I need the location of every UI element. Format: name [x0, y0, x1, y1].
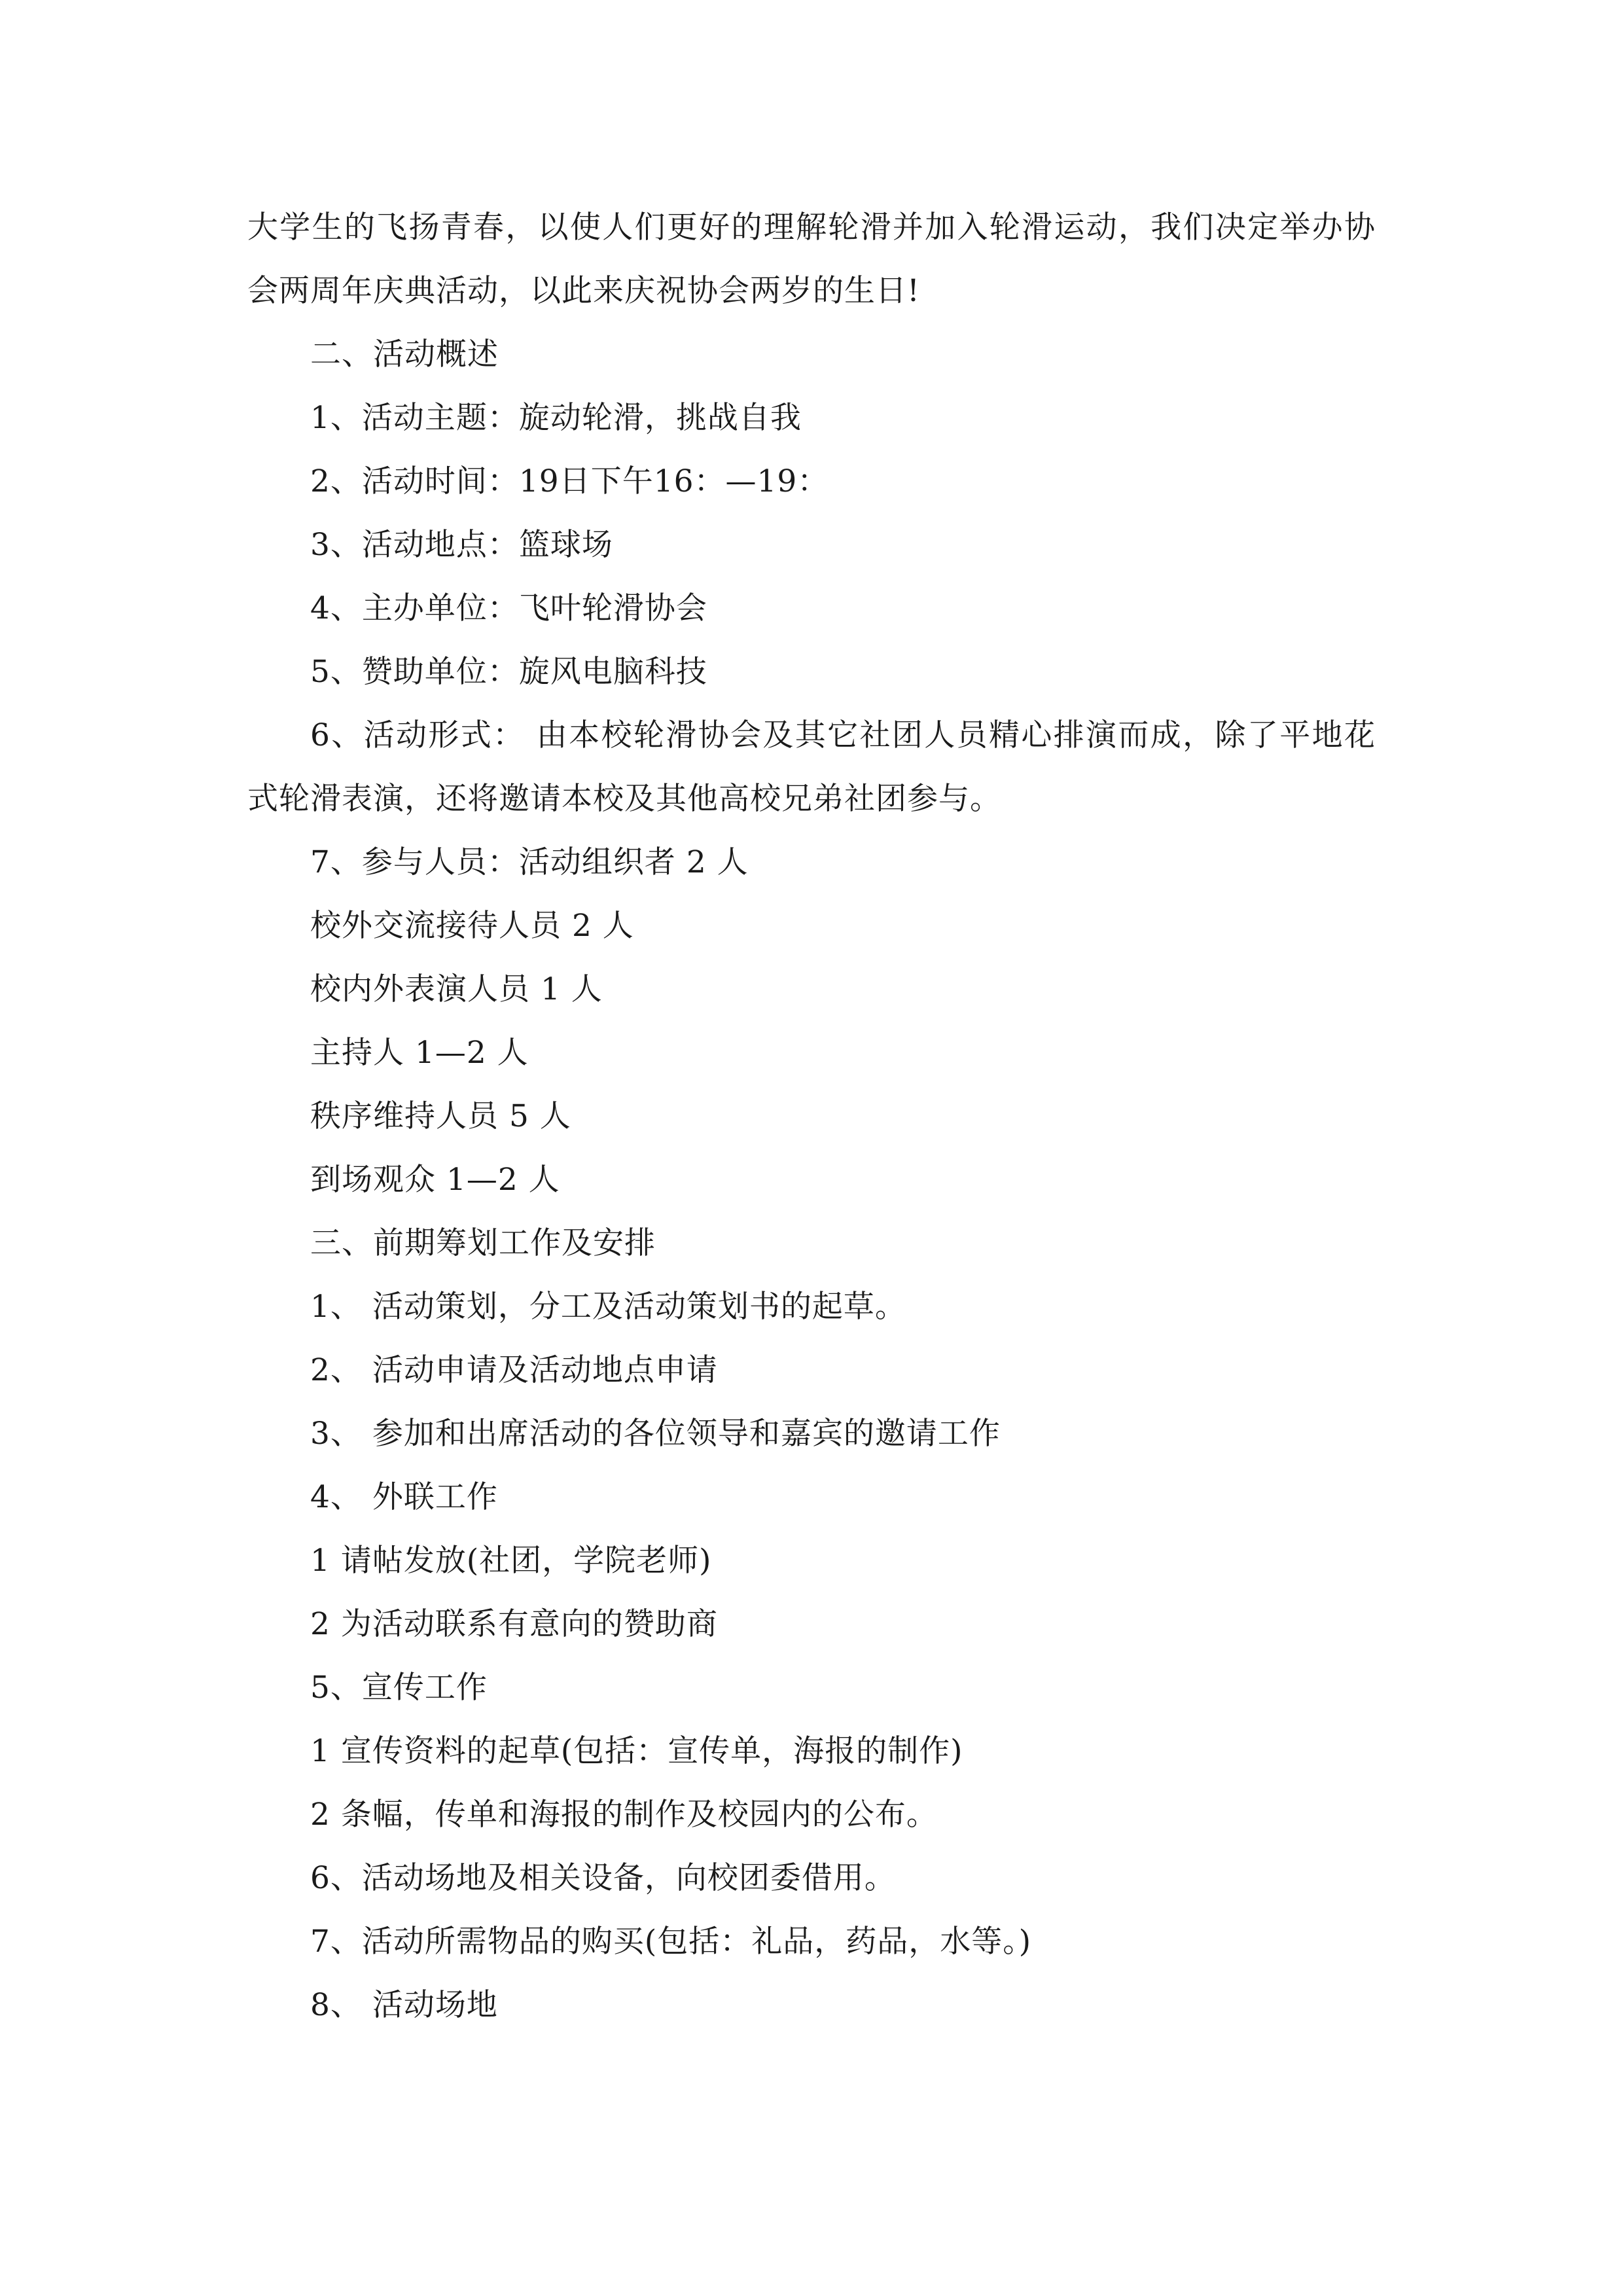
- list-item: 3、 参加和出席活动的各位领导和嘉宾的邀请工作: [310, 1416, 1001, 1452]
- list-item: 3、活动地点：篮球场: [310, 527, 613, 563]
- section-heading: 二、活动概述: [310, 336, 499, 372]
- list-item: 2、 活动申请及活动地点申请: [310, 1352, 718, 1388]
- list-item: 2 条幅，传单和海报的制作及校园内的公布。: [310, 1797, 938, 1833]
- list-item: 7、活动所需物品的购买(包括：礼品，药品，水等。): [310, 1924, 1032, 1960]
- list-item: 7、参与人员：活动组织者 2 人: [310, 844, 749, 880]
- list-item: 到场观众 1—2 人: [310, 1162, 560, 1198]
- paragraph-line: 会两周年庆典活动，以此来庆祝协会两岁的生日!: [247, 273, 920, 309]
- list-item: 4、主办单位：飞叶轮滑协会: [310, 590, 707, 626]
- list-item: 2 为活动联系有意向的赞助商: [310, 1606, 718, 1642]
- list-item: 校内外表演人员 1 人: [310, 971, 603, 1007]
- list-item: 1、活动主题：旋动轮滑，挑战自我: [310, 400, 802, 436]
- list-item: 5、赞助单位：旋风电脑科技: [310, 654, 707, 690]
- list-item: 秩序维持人员 5 人: [310, 1098, 571, 1134]
- list-item: 校外交流接待人员 2 人: [310, 908, 634, 944]
- list-item: 1、 活动策划，分工及活动策划书的起草。: [310, 1289, 906, 1325]
- list-item: 主持人 1—2 人: [310, 1035, 529, 1071]
- paragraph-line: 大学生的飞扬青春，以使人们更好的理解轮滑并加入轮滑运动，我们决定举办协: [247, 209, 1376, 245]
- list-item: 6、活动形式： 由本校轮滑协会及其它社团人员精心排演而成，除了平地花: [310, 717, 1376, 753]
- list-item: 5、宣传工作: [310, 1670, 488, 1706]
- list-item: 2、活动时间：19日下午16：—19：: [310, 463, 829, 499]
- list-item: 6、活动场地及相关设备，向校团委借用。: [310, 1860, 896, 1896]
- list-item: 8、 活动场地: [310, 1987, 498, 2023]
- section-heading: 三、前期筹划工作及安排: [310, 1225, 656, 1261]
- list-item: 4、 外联工作: [310, 1479, 498, 1515]
- list-item: 1 宣传资料的起草(包括：宣传单，海报的制作): [310, 1733, 963, 1769]
- list-item: 1 请帖发放(社团，学院老师): [310, 1543, 712, 1579]
- paragraph-line: 式轮滑表演，还将邀请本校及其他高校兄弟社团参与。: [247, 781, 1001, 817]
